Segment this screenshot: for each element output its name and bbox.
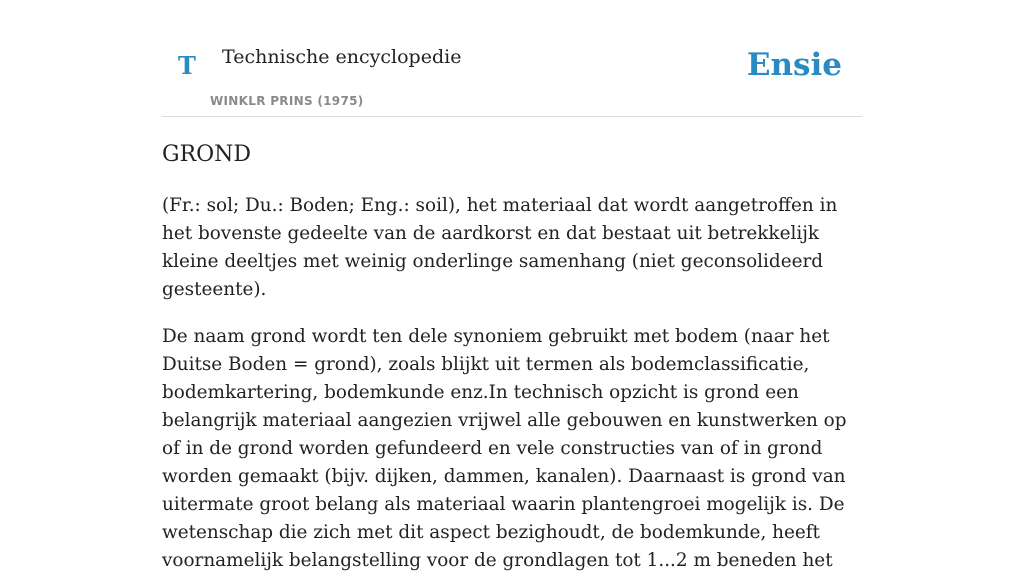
encyclopedia-title-link[interactable]: Technische encyclopedie — [222, 46, 462, 68]
header — [162, 0, 862, 117]
source-label: WINKLR PRINS (1975) — [210, 94, 364, 108]
article-paragraph: De naam grond wordt ten dele synoniem gebruikt met bodem (naar het Duitse Boden = grond), zoals blijkt uit termen als bodemclassificatie, bodemkartering, bodemkunde enz.In technisch opzicht is grond een belangrijk materiaal aangezien vrijwel alle gebouwen en kunstwerken op of in de grond worden gefundeerd en vele constructies van of in grond worden gemaakt (bijv. dijken, dammen, kanalen). Daarnaast is grond van uitermate groot belang als materiaal waarin plantengroei mogelijk is. De wetenschap die zich met dit aspect bezighoudt, de bodemkunde, heeft voornamelijk belangstelling voor de grondlagen tot 1...2 m beneden het — [162, 326, 847, 571]
article — [162, 138, 862, 575]
article-paragraph: (Fr.: sol; Du.: Boden; Eng.: soil), het materiaal dat wordt aangetroffen in het bovenste gedeelte van de aardkorst en dat bestaat uit betrekkelijk kleine deeltjes met weinig onderlinge samenhang (niet geconsolideerd gesteente). — [162, 195, 838, 300]
encyclopedia-logo[interactable]: T — [178, 51, 196, 80]
brand-logo[interactable]: Ensie — [746, 47, 842, 83]
article-title: GROND — [162, 142, 252, 167]
